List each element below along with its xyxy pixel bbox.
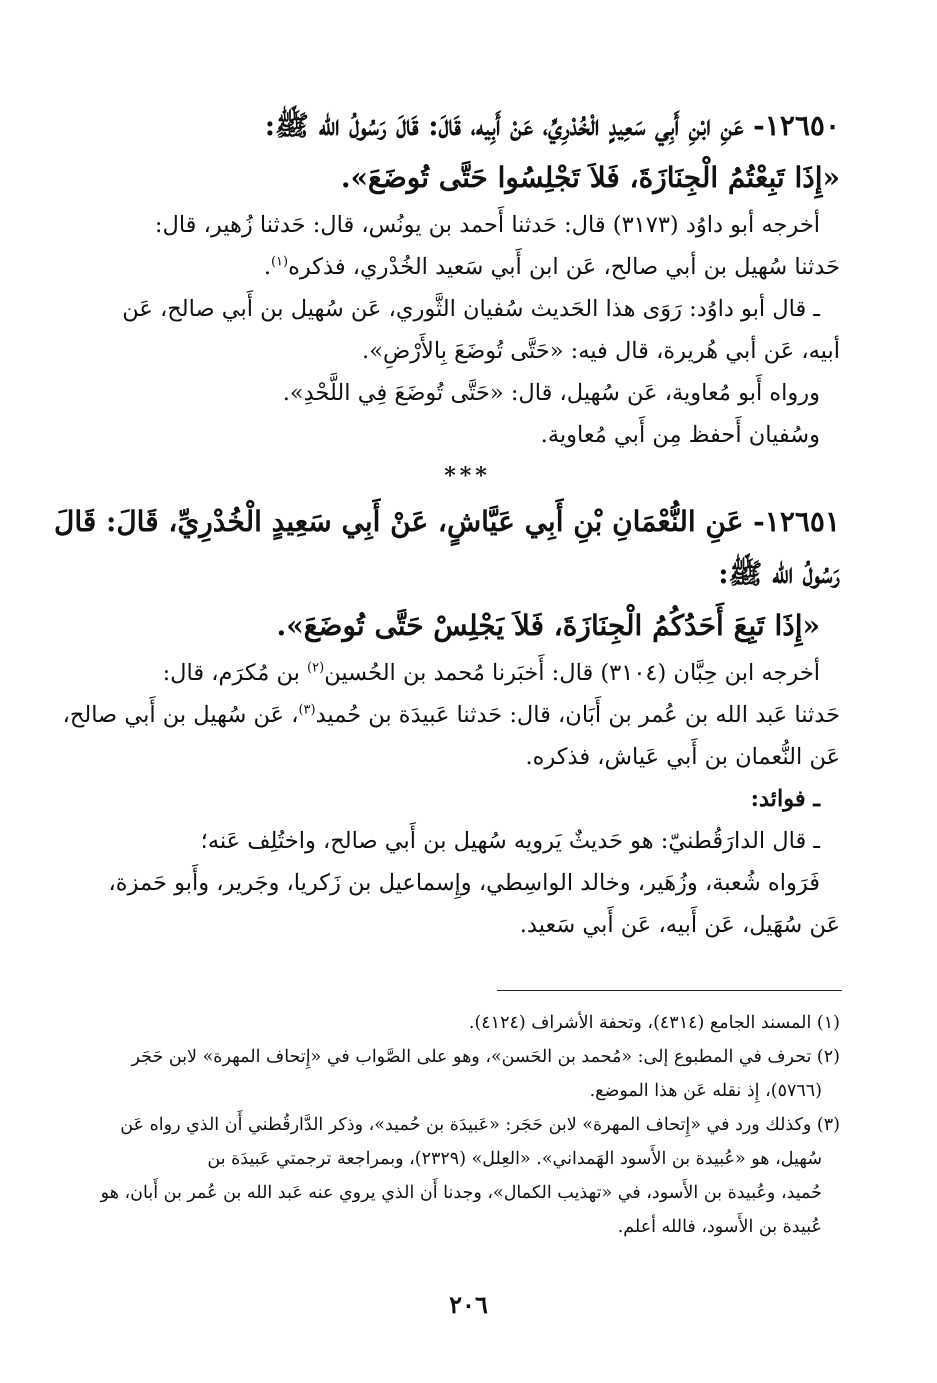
takhrij-12650-line2 [95, 246, 840, 288]
takhrij-12650-line2-text: حَدثنا سُهيل بن أبي صالح، عَن ابن أَبي سَعيد الخُدْري، فذكره [288, 254, 840, 280]
footnote-3-line1: (٣) وكذلك ورد في «إِتحاف المهرة» لابن حَجَر: «عَبيدَة بن حُميد»، وذكر الدَّارقُطني أَن الذي رواه عَن [120, 1115, 840, 1135]
takhrij-12650-line5: ورواه أَبو مُعاوية، عَن سُهيل، قال: «حَتَّى تُوضَعَ فِي اللَّحْدِ». [282, 380, 820, 406]
fawaid-line3: عَن سُهَيل، عَن أَبيه، عَن أَبي سَعيد. [519, 912, 840, 938]
hadith-12651-line3: «إِذَا تَبِعَ أَحَدُكُمُ الْجِنَازَةَ، فَلاَ يَجْلِسْ حَتَّى تُوضَعَ». [276, 609, 820, 642]
fawaid-line1: ـ قال الدارَقُطنيّ: هو حَديثٌ يَرويه سُهيل بن أَبي صالح، واختُلِف عَنه؛ [200, 828, 820, 854]
fawaid-title: ـ فوائد: [750, 786, 820, 812]
footnotes [95, 1008, 840, 1246]
takhrij-12650-line2-end: . [263, 254, 271, 280]
takhrij-12650-line3: ـ قال أبو داوُد: رَوَى هذا الحَديث سُفيان الثَّوري، عَن سُهيل بن أَبي صالح، عَن [122, 296, 820, 322]
footnote-3-line3: حُميد، وعُبيدة بن الأَسود، في «تهذيب الكمال»، وجدنا أَن الذي يروي عنه عَبد الله بن عُمر بن أَبان، هو [100, 1183, 822, 1203]
section-separator: *** [444, 463, 491, 489]
takhrij-12650-line4: أبيه، عَن أبي هُريرة، قال فيه: «حَتَّى تُوضَعَ بِالأَرْضِ». [362, 338, 840, 364]
page-number: ٢٠٦ [449, 1290, 488, 1319]
page-body [53, 100, 840, 946]
takhrij-12650-line6: وسُفيان أَحفظ مِن أَبي مُعاوية. [540, 422, 820, 448]
footnote-divider [497, 990, 842, 991]
takhrij-12651-line2 [62, 694, 840, 736]
footnote-ref-1[interactable]: (١) [270, 254, 289, 270]
footnote-3-line4: عُبيدة بن الأَسود، فالله أعلم. [617, 1217, 822, 1237]
takhrij-12651-line1 [95, 652, 840, 694]
takhrij-12651-line3: عَن النُّعمان بن أَبي عَياش، فذكره. [525, 744, 840, 770]
takhrij-12651-line1-text: أخرجه ابن حِبَّان (٣١٠٤) قال: أَخبَرنا مُحمد بن الحُسين [324, 660, 820, 686]
footnote-ref-2[interactable]: (٢) [307, 660, 325, 676]
hadith-12651-line2: رَسُولُ الله ﷺ: [718, 557, 840, 590]
takhrij-12650-line1: أخرجه أبو داوُد (٣١٧٣) قال: حَدثنا أَحمد بن يونُس، قال: حَدثنا زُهير، قال: [154, 212, 820, 238]
hadith-12651-line1: ١٢٦٥١- عَنِ النُّعْمَانِ بْنِ أَبِي عَيَّاشٍ، عَنْ أَبِي سَعِيدٍ الْخُدْرِيِّ، قَالَ: قَالَ [53, 505, 840, 538]
footnote-1-line1: (١) المسند الجامع (٤٣١٤)، وتحفة الأشراف (٤١٢٤). [468, 1013, 840, 1033]
footnote-3-line2: سُهيل، هو «عُبيدة بن الأَسود الهَمداني». «العِلل» (٢٣٢٩)، وبمراجعة ترجمتي عَبيدَة بن [207, 1149, 822, 1169]
hadith-12650-line1: ١٢٦٥٠- عَنِ ابْنِ أَبِي سَعِيدٍ الْخُدْرِيِّ، عَنْ أَبِيه، قَالَ: قَالَ رَسُولُ الله ﷺ: [264, 109, 840, 142]
takhrij-12651-line2-text: حَدثنا عَبد الله بن عُمر بن أَبَان، قال: حَدثنا عَبيدَة بن حُميد [315, 702, 840, 728]
fawaid-line2: فَرَواه شُعبة، وزُهَير، وخالد الواسِطي، وإِسماعيل بن زَكريا، وجَرير، وأَبو حَمزة، [108, 870, 820, 896]
footnote-2-line1: (٢) تحرف في المطبوع إلى: «مُحمد بن الحَسن»، وهو على الصَّواب في «إِتحاف المهرة» لابن حَجَر [131, 1047, 840, 1067]
takhrij-12651-line2-end: ، عَن سُهيل بن أَبي صالح، [62, 702, 299, 728]
takhrij-12651-line1-end: بن مُكرَم، قال: [162, 660, 308, 686]
footnote-ref-3[interactable]: (٣) [298, 702, 316, 718]
hadith-12650-line2: «إِذَا تَبِعْتُمُ الْجِنَازَةَ، فَلاَ تَجْلِسُوا حَتَّى تُوضَعَ». [340, 161, 840, 194]
footnote-2-line2: (٥٧٦٦)، إِذ نقله عَن هذا الموضع. [589, 1081, 822, 1101]
